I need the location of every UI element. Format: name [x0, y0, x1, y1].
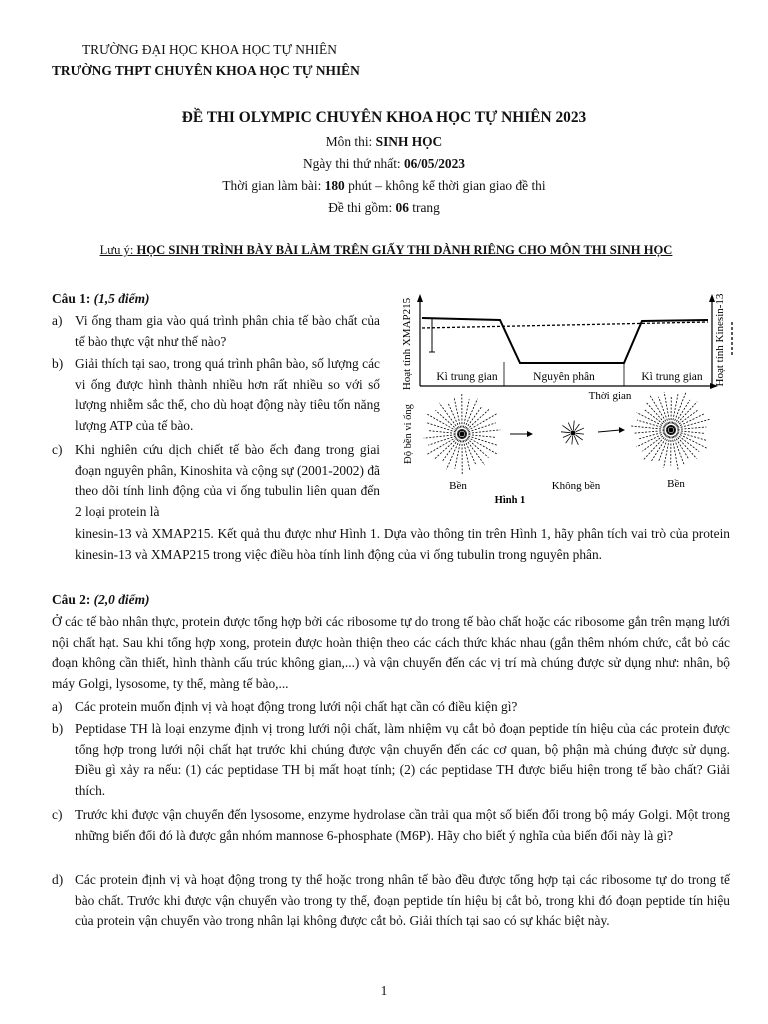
- unstable-aster: [561, 421, 584, 445]
- microtubule-ray: [424, 434, 459, 438]
- y-axis-left-label: Hoạt tính XMAP215: [401, 297, 413, 391]
- microtubule-ray: [672, 433, 679, 469]
- stability-label: Độ bền vi ống: [403, 404, 414, 464]
- arrow-2-head-icon: [619, 427, 625, 433]
- university-name: TRƯỜNG ĐẠI HỌC KHOA HỌC TỰ NHIÊN: [82, 42, 337, 57]
- microtubule-ray: [465, 423, 496, 433]
- microtubule-ray: [674, 427, 706, 430]
- q1-item-c-continued: kinesin-13 và XMAP215. Kết quả thu được như Hình 1. Dựa vào thông tin trên Hình 1, hãy phân tích vai trò của protein kinesin-13 và XMAP215 trong việc điều hòa tính linh động của vi ống tubulin trong nguyên phân.: [75, 526, 730, 562]
- microtubule-ray: [574, 436, 578, 445]
- time-line: Thời gian làm bài: 180 phút – không kể thời gian giao đề thi: [222, 178, 546, 193]
- school-name: TRƯỜNG THPT CHUYÊN KHOA HỌC TỰ NHIÊN: [52, 63, 360, 78]
- pages-value: 06: [395, 200, 409, 215]
- microtubule-ray: [636, 431, 668, 447]
- microtubule-ray: [563, 434, 570, 437]
- phase-interphase-1: Kì trung gian: [436, 371, 498, 383]
- microtubule-ray: [454, 398, 461, 431]
- microtubule-ray: [643, 432, 669, 451]
- microtubule-ray: [674, 431, 707, 448]
- microtubule-ray: [673, 402, 697, 428]
- microtubule-ray: [463, 399, 470, 431]
- xmap215-activity-line: [422, 318, 708, 363]
- microtubule-ray: [561, 432, 570, 433]
- centrosome-dot: [669, 428, 674, 433]
- question-2-heading: Câu 2: (2,0 điểm): [52, 592, 150, 607]
- microtubule-ray: [634, 430, 668, 433]
- microtubule-ray: [575, 435, 582, 440]
- microtubule-ray: [576, 433, 584, 434]
- microtubule-ray: [428, 431, 459, 434]
- subject-value: SINH HỌC: [375, 134, 443, 149]
- time-value: 180: [324, 178, 345, 193]
- exam-title: ĐỀ THI OLYMPIC CHUYÊN KHOA HỌC TỰ NHIÊN 2023: [181, 109, 587, 126]
- subject-line: Môn thi: SINH HỌC: [325, 134, 443, 149]
- arrow-up-left-icon: [417, 294, 423, 302]
- microtubule-ray: [673, 433, 689, 459]
- microtubule-ray: [575, 424, 580, 431]
- microtubule-ray: [428, 435, 459, 445]
- arrow-2: [598, 430, 620, 432]
- q2-intro: Ở các tế bào nhân thực, protein được tổng hợp bởi các ribosome tự do trong tế bào chất hoặc các ribosome gắn trên mạng lưới nội chất hạt. Sau khi tổng hợp xong, protein được hoàn thiện theo các cách thức khác nhau (gắn thêm nhóm chức, cắt bỏ các đoạn không cần thiết, hình thành cấu trúc không gian,...) và vận chuyển đến các vị trí mà chúng được sử dụng như: nhân, bộ máy Golgi, lysosome, ty thể, màng tế bào,...: [52, 614, 730, 691]
- microtubule-ray: [463, 437, 470, 470]
- microtubule-ray: [455, 437, 462, 469]
- centrosome-dot: [571, 431, 576, 436]
- y-axis-right-label: Hoạt tính Kinesin-13: [714, 293, 726, 387]
- microtubule-ray: [674, 414, 705, 429]
- date-value: 06/05/2023: [403, 156, 465, 171]
- phase-mitosis: Nguyên phân: [533, 371, 595, 383]
- exam-note: Lưu ý: HỌC SINH TRÌNH BÀY BÀI LÀM TRÊN GIẤY THI DÀNH RIÊNG CHO MÔN THI SINH HỌC: [99, 243, 673, 257]
- kinesin13-activity-line: [422, 322, 708, 328]
- microtubule-ray: [664, 392, 670, 427]
- figure-caption: Hình 1: [494, 495, 526, 506]
- unstable-label: Không bền: [551, 480, 601, 492]
- arrow-1-head-icon: [527, 431, 533, 437]
- stable-label-2: Bền: [667, 478, 685, 490]
- x-axis-label: Thời gian: [588, 390, 632, 402]
- microtubule-ray: [631, 426, 668, 430]
- microtubule-ray: [568, 422, 572, 430]
- phase-interphase-2: Kì trung gian: [641, 371, 703, 383]
- pages-line: Đề thi gồm: 06 trang: [328, 200, 440, 215]
- microtubule-ray: [442, 436, 460, 461]
- stable-aster-1: [424, 394, 501, 474]
- page-number: 1: [380, 983, 388, 998]
- microtubule-ray: [427, 423, 459, 433]
- microtubule-ray: [673, 432, 699, 452]
- microtubule-ray: [573, 421, 574, 430]
- microtubule-ray: [465, 435, 497, 445]
- microtubule-ray: [464, 406, 482, 431]
- microtubule-ray: [465, 434, 496, 437]
- microtubule-ray: [658, 433, 669, 462]
- microtubule-ray: [637, 413, 669, 429]
- microtubule-ray: [465, 430, 500, 434]
- date-line: Ngày thi thứ nhất: 06/05/2023: [303, 156, 465, 171]
- microtubule-ray: [566, 435, 572, 443]
- figure-1: [392, 282, 738, 508]
- microtubule-ray: [672, 394, 679, 427]
- microtubule-ray: [572, 436, 573, 444]
- stable-label-1: Bền: [449, 480, 467, 492]
- microtubule-ray: [672, 393, 686, 427]
- stable-aster-2: [631, 392, 709, 469]
- centrosome-dot: [460, 432, 465, 437]
- question-1-heading: Câu 1: (1,5 điểm): [52, 291, 150, 306]
- microtubule-ray: [562, 425, 570, 431]
- microtubule-ray: [673, 432, 697, 458]
- microtubule-ray: [673, 410, 698, 428]
- microtubule-ray: [576, 428, 584, 432]
- microtubule-ray: [664, 433, 671, 468]
